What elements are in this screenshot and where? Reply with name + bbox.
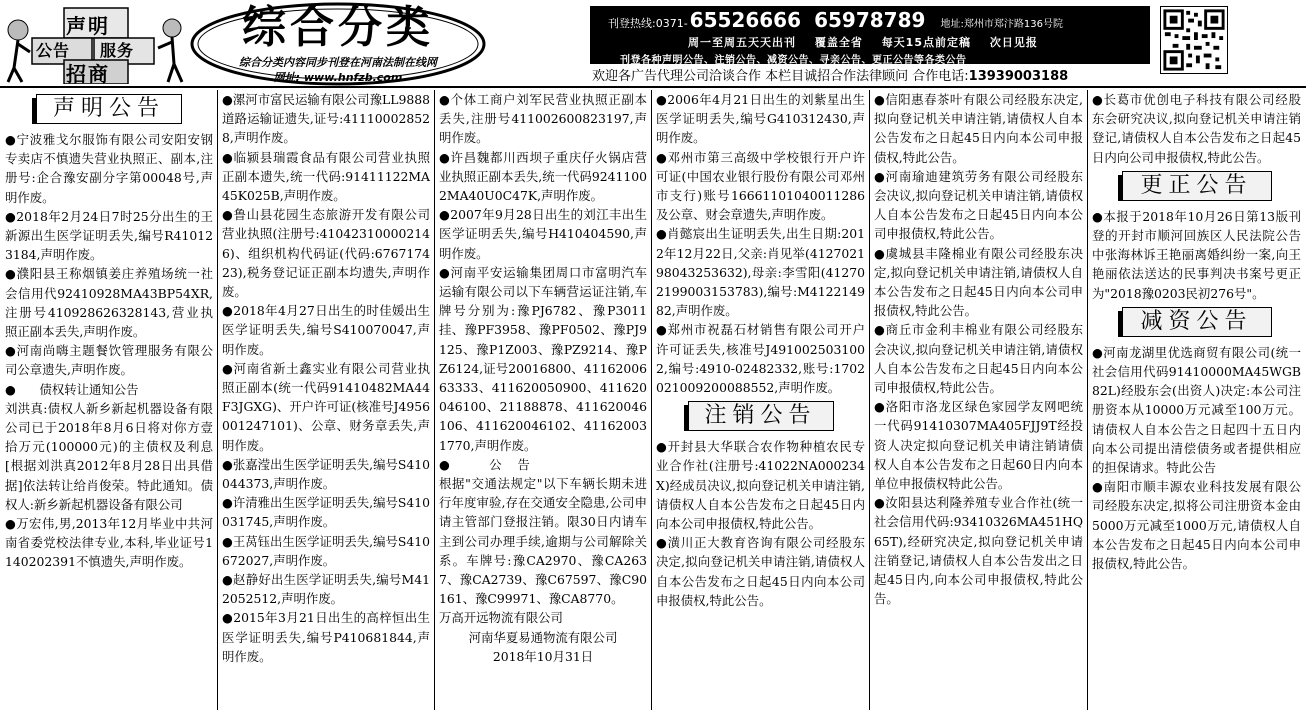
notice-item: ●汝阳县达利隆养殖专业合作社(统一社会信用代码:93410326MA451HQ65T),经研究决定,拟向登记机关申请注销登记,请债权人自本公告发出之日起45日内,向本公司申报债权,特此公告。 [874,495,1083,607]
column-divider [1087,90,1088,710]
notice-item: ●邓州市第三高级中学校银行开户许可证(中国农业银行股份有限公司邓州市支行)账号16661101040011286及公章、财会章遗失,声明作废。 [656,149,865,223]
hotline-label: 刊登热线:0371- [608,17,688,30]
hotline-number-2: 65978789 [814,8,926,32]
publish-deadline: 每天15点前定稿 [881,36,971,49]
notice-item: ●2018年2月24日7时25分出生的王新源出生医学证明丢失,编号R410123184,声明作废。 [5,208,213,263]
brand-subtitle: 综合分类内容同步刊登在河南法制在线网 [239,56,437,69]
publish-scope: 刊登各种声明公告、注销公告、减资公告、寻亲公告、更正公告等各类公告 [620,55,967,66]
column-5 [871,90,1086,712]
logo-word-2: 公告 [36,41,71,60]
publish-coverage: 覆盖全省 [814,36,863,49]
notice-item: ●宁波雅戈尔服饰有限公司安阳安钢专卖店不慎遗失营业执照正、副本,注册号:企合豫安副分字第00048号,声明作废。 [5,132,213,205]
logo-word-4: 招商 [66,62,110,86]
publish-days: 周一至周五天天出刊 [688,36,796,49]
hotline-number-1: 65526666 [689,8,801,32]
column-1 [2,90,216,712]
logo-word-3: 服务 [100,41,135,60]
notice-item-title: ● 债权转让通知公告 [5,381,139,397]
notice-item: ●2007年9月28日出生的刘江丰出生医学证明丢失,编号H410404590,声明作废。 [439,207,647,261]
publish-next-day: 次日见报 [989,36,1038,49]
agency-text: 欢迎各广告代理公司洽谈合作 本栏目诚招合作法律顾问 合作电话: [592,69,969,84]
section-heading-correction: 更正公告 [1122,171,1272,201]
section-heading-cancellation: 注销公告 [688,401,834,431]
notice-item: ●河南平安运输集团周口市富明汽车运输有限公司以下车辆营运证注销,车牌号分别为:豫PJ6782、豫P3011挂、豫PF3958、豫PF0502、豫PJ9125、豫P1Z003、豫PZ9214、豫PZ6124,证号20016800、4116200663333、411620050900、411620046100、21188878、411620046106、411620046102、411620031770,声明作废。 [439,264,647,453]
notice-item: ●王莴钰出生医学证明丢失,编号S410672027,声明作废。 [222,533,430,568]
notice-item: ●临颍县瑞霞食品有限公司营业执照正副本遗失,统一代码:91411122MA45K025B,声明作废。 [222,149,430,204]
notice-item: ●商丘市金利丰棉业有限公司经股东会决议,拟向登记机关申请注销,请债权人自本公告发布之日起45日内向本公司申报债权,特此公告。 [874,322,1083,396]
notice-signature: 河南华夏易通物流有限公司 [468,629,618,645]
notice-item: ●鲁山县花园生态旅游开发有限公司营业执照(注册号:410423100002146)、组织机构代码证(代码:676717423),税务登记证正副本均遗失,声明作废。 [222,207,430,300]
notice-item: ●张嘉滢出生医学证明丢失,编号S410044373,声明作废。 [222,456,430,492]
notice-company: 万高开远物流有限公司 [439,610,563,626]
notice-item: ●河南省新土鑫实业有限公司营业执照正副本(统一代码91410482MA44F3JGXG)、开户许可证(核准号J4956001247101)、公章、财务章丢失,声明作废。 [222,360,430,453]
agency-banner [590,65,1150,84]
notice-item: 刘洪真:债权人新乡新起机器设备有限公司已于2018年8月6日将对你方壹拾万元(100000元)的主债权及利息[根据刘洪真2012年8月28日出具借据]依法转让给肖俊荣。特此通知。债权人:新乡新起机器设备有限公司 [5,400,213,512]
column-divider [651,90,652,710]
page-title: 综合分类 [242,2,434,53]
notice-date: 2018年10月31日 [492,648,594,664]
notice-item: ●开封县大华联合农作物种植农民专业合作社(注册号:41022NA000234X)经成员决议,拟向登记机关申请注销,请债权人自本公告发布之日起45日内向本公司申报债权,特此公告。 [656,439,865,532]
notice-item: ●河南龙湖里优选商贸有限公司(统一社会信用代码91410000MA45WGB82L)经股东会(出资人)决定:本公司注册资本从10000万元减至100万元。请债权人自本公告之日起四十五日内向本公司提出清偿债务或者提供相应的担保请求。特此公告 [1092,344,1301,476]
notice-item: ●信阳惠春茶叶有限公司经股东决定,拟向登记机关申请注销,请债权人自本公告发布之日起45日内向本公司申报债权,特此公告。 [874,92,1083,165]
column-divider [434,90,435,710]
hotline-banner [590,6,1150,64]
qr-code-icon [1160,6,1228,74]
masthead [0,0,1306,88]
notice-item: ●濮阳县王称烟镇姜庄养殖场统一社会信用代92410928MA43BP54XR,注册号410928626328143,营业执照正副本丢失,声明作废。 [5,266,213,340]
classified-columns [0,88,1306,714]
notice-item: ●肖懿宸出生证明丢失,出生日期:2012年12月22日,父亲:肖见举(412702198043253632),母亲:李雪阳(412702199003153783),编号:M412214982,声明作废。 [656,226,865,319]
notice-item: ●河南尚嗨主题餐饮管理服务有限公司公章遗失,声明作废。 [5,343,213,378]
notice-item: ●万宏伟,男,2013年12月毕业中共河南省委党校法律专业,本科,毕业证号1140202391不慎遗失,声明作废。 [5,516,213,570]
column-6 [1089,90,1304,712]
notice-item: ●2015年3月21日出生的高梓恒出生医学证明丢失,编号P410681844,声明作废。 [222,610,430,664]
notice-item: ●南阳市顺丰源农业科技发展有限公司经股东决定,拟将公司注册资本金由5000万元减至1000万元,请债权人自本公告发布之日起45日内向本公司申报债权,特此公告。 [1092,479,1301,572]
column-2 [219,90,433,712]
section-heading-capital-reduction: 减资公告 [1122,307,1272,337]
agency-phone: 13939003188 [968,69,1069,84]
notice-item: ●赵静好出生医学证明丢失,编号M412052512,声明作废。 [222,572,430,607]
notice-item: ●许清雅出生医学证明丢失,编号S410031745,声明作废。 [222,495,430,530]
column-3 [436,90,650,712]
notice-item: ●洛阳市洛龙区绿色家园学友网吧统一代码91410307MA405FJJ9T经投资人决定拟向登记机关申请注销请债权人自本公告发布之日起60日内向本单位申报债权特此公告。 [874,399,1083,492]
notice-item: ●潢川正大教育咨询有限公司经股东决定,拟向登记机关申请注销,请债权人自本公告发布之日起45日内向本公司申报债权,特此公告。 [656,535,865,608]
notice-item: ●虞城县丰隆棉业有限公司经股东决定,拟向登记机关申请注销,请债权人自本公告发布之日起45日内向本公司申报债权,特此公告。 [874,245,1083,319]
notice-item: 根据"交通法规定"以下车辆长期未进行年度审验,存在交通安全隐患,公司申请主管部门登报注销。限30日内请车主到公司办理手续,逾期与公司解除关系。车牌号:豫CA2970、豫CA2637、豫CA2739、豫C67597、豫C90161、豫C99971、豫CA8770。 [439,476,647,607]
office-address: 地址:郑州市郑汴路136号院 [940,19,1063,30]
brand-website: 网址: www.hnfzb.com [273,71,403,84]
notice-item: ●河南瑜迪建筑劳务有限公司经股东会决议,拟向登记机关申请注销,请债权人自本公告发布之日起45日内向本公司申报债权,特此公告。 [874,168,1083,242]
notice-item: ●郑州市祝磊石材销售有限公司开户许可证丢失,核准号J4910025031002,编号:4910-02482332,账号:1702021009200088552,声明作废。 [656,322,865,396]
notice-item: ●漯河市富民运输有限公司豫LL9888道路运输证遗失,证号:411100028528,声明作废。 [222,92,430,146]
column-4 [653,90,868,712]
brand-block [188,2,488,86]
notice-item: ●长葛市优创电子科技有限公司经股东会研究决议,拟向登记机关申请注销登记,请债权人自本公告发布之日起45日内向公司申报债权,特此公告。 [1092,92,1301,165]
notice-item: ●2018年4月27日出生的时佳媛出生医学证明丢失,编号S410070047,声明作废。 [222,303,430,357]
notice-item: ●2006年4月21日出生的刘紫星出生医学证明丢失,编号G410312430,声明作废。 [656,92,865,146]
logo-word-1: 声明 [66,14,110,38]
publish-schedule [688,34,1052,50]
notice-item: ●本报于2018年10月26日第13版刊登的开封市顺河回族区人民法院公告中张海林诉王艳丽离婚纠纷一案,向王艳丽依法送达的民事判决书案号更正为"2018豫0203民初276号"。 [1092,208,1301,301]
column-divider [217,90,218,710]
section-heading-statements: 声明公告 [36,94,182,124]
notice-item: ●个体工商户刘军民营业执照正副本丢失,注册号411002600823197,声明作废。 [439,92,647,146]
hotline-row [608,8,1063,32]
column-divider [869,90,870,710]
notice-item-title: ● 公 告 [439,456,530,472]
notice-item: ●许昌魏都川西坝子重庆仔火锅店营业执照正副本丢失,统一代码92411002MA40U0C47K,声明作废。 [439,149,647,204]
